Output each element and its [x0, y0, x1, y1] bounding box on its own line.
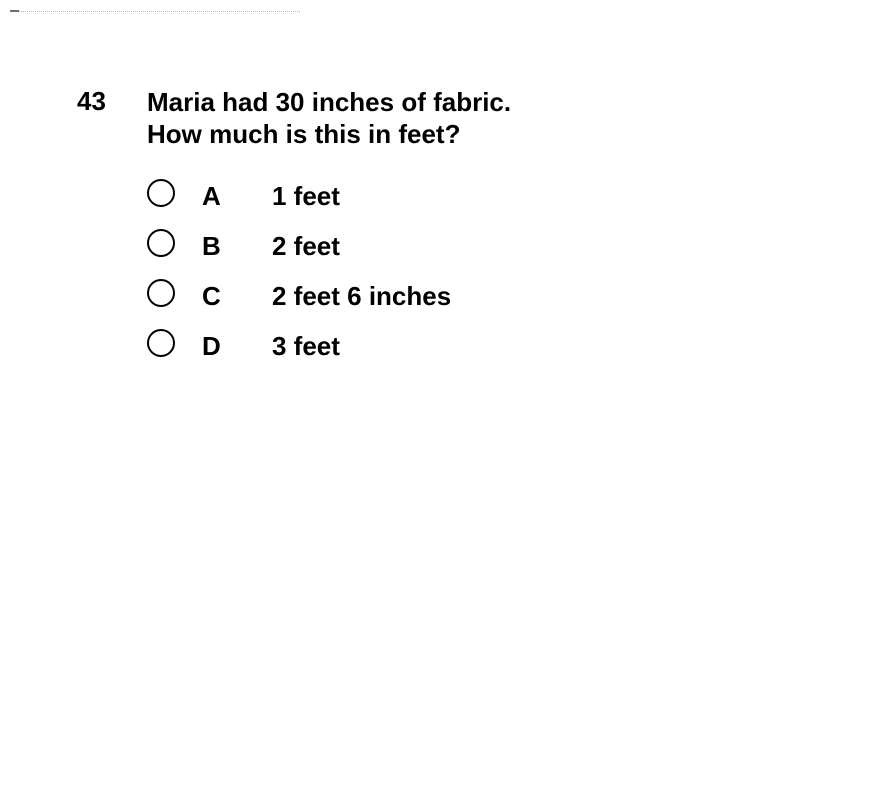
radio-button-b[interactable]	[147, 229, 175, 257]
option-text-b: 2 feet	[272, 231, 340, 261]
option-text-c: 2 feet 6 inches	[272, 281, 452, 311]
option-letter-a: A	[202, 181, 221, 211]
answer-option-a[interactable]	[146, 177, 706, 227]
radio-button-c[interactable]	[147, 279, 175, 307]
radio-button-d[interactable]	[147, 329, 175, 357]
answer-option-b[interactable]	[146, 227, 706, 277]
radio-button-a[interactable]	[147, 179, 175, 207]
option-text-d: 3 feet	[272, 331, 340, 361]
option-text-a: 1 feet	[272, 181, 340, 211]
question-stem-line-2: How much is this in feet?	[147, 119, 461, 149]
option-letter-b: B	[202, 231, 221, 261]
answer-option-d[interactable]	[146, 327, 706, 377]
question-number: 43	[77, 86, 106, 116]
option-letter-d: D	[202, 331, 221, 361]
option-letter-c: C	[202, 281, 221, 311]
question-stem	[147, 86, 767, 150]
answer-option-c[interactable]	[146, 277, 706, 327]
answer-options	[146, 177, 706, 377]
question-stem-line-1: Maria had 30 inches of fabric.	[147, 87, 512, 117]
